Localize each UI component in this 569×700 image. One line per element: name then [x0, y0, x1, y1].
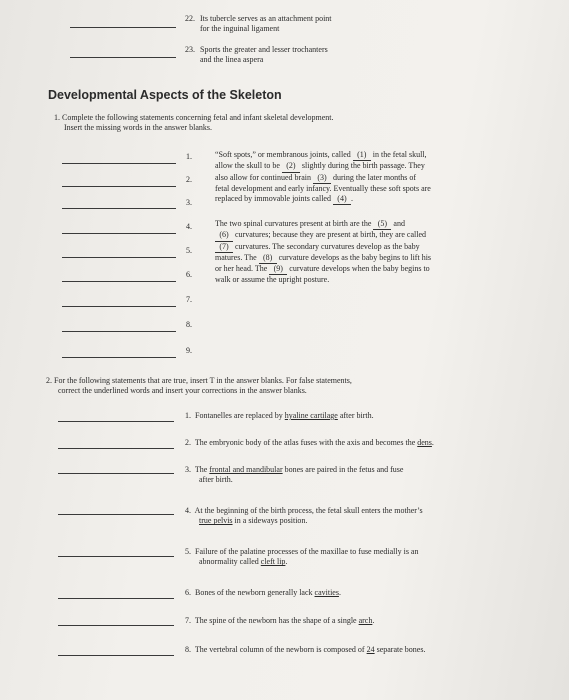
answer-line-q2-2[interactable]: [58, 448, 174, 449]
q1-number: 1.: [54, 113, 60, 122]
statement-text: The vertebral column of the newborn is composed of: [194, 645, 367, 654]
item-number: 3.: [185, 465, 191, 474]
blank-7: (7): [215, 242, 233, 253]
answer-number: 7.: [186, 295, 192, 304]
answer-line-8[interactable]: [62, 331, 176, 332]
item-number: 5.: [185, 547, 191, 556]
answer-number: 6.: [186, 270, 192, 279]
answer-line-q2-4[interactable]: [58, 514, 174, 515]
answer-line-9[interactable]: [62, 357, 176, 358]
answer-line-q2-8[interactable]: [58, 655, 174, 656]
q2-instruction-line: correct the underlined words and insert your corrections in the answer blanks.: [58, 386, 307, 396]
statement-text: after birth.: [199, 475, 233, 485]
q2-item-1: [185, 411, 545, 421]
underlined-term: hyaline cartilage: [284, 411, 338, 420]
q2-number: 2.: [46, 376, 52, 385]
answer-number: 5.: [186, 246, 192, 255]
q2-item-7: [185, 616, 545, 626]
underlined-term: frontal and mandibular: [209, 465, 283, 474]
q2-item-5: [185, 547, 545, 568]
q1-instruction-line: Insert the missing words in the answer blanks.: [64, 123, 212, 133]
answer-number: 1.: [186, 152, 192, 161]
item-number: 7.: [185, 616, 191, 625]
answer-line-q2-6[interactable]: [58, 598, 174, 599]
paragraph-text: curvatures; because they are present at birth, they are called: [233, 230, 427, 240]
blank-6: (6): [215, 230, 233, 241]
statement-text: The spine of the newborn has the shape of a single: [194, 616, 359, 625]
answer-number: 8.: [186, 320, 192, 329]
underlined-term: true pelvis: [199, 516, 233, 526]
underlined-term: 24: [366, 645, 375, 654]
section-title: Developmental Aspects of the Skeleton: [48, 88, 282, 102]
item-23-text: [200, 45, 460, 66]
q1-instruction-line: Complete the following statements concerning fetal and infant skeletal development.: [62, 113, 334, 122]
item-number: 8.: [185, 645, 191, 654]
statement-text: At the beginning of the birth process, the fetal skull enters the mother’s: [194, 506, 423, 515]
statement-text: Bones of the newborn generally lack: [195, 588, 315, 597]
paragraph-text: matures. The: [215, 252, 259, 262]
q2-instruction-line: For the following statements that are true, insert T in the answer blanks. For false statements,: [54, 376, 352, 385]
q2-instructions: [46, 376, 516, 397]
item-text-line: and the linea aspera: [200, 55, 264, 65]
answer-number: 4.: [186, 222, 192, 231]
statement-text: .: [285, 557, 288, 567]
item-number: 6.: [185, 588, 191, 597]
answer-line-23[interactable]: [70, 57, 176, 58]
answer-line-4[interactable]: [62, 233, 176, 234]
statement-text: Fontanelles are replaced by: [195, 411, 285, 420]
item-text-line: Sports the greater and lesser trochanters: [200, 45, 328, 54]
answer-line-3[interactable]: [62, 208, 176, 209]
answer-line-2[interactable]: [62, 186, 176, 187]
answer-line-q2-5[interactable]: [58, 556, 174, 557]
statement-text: The: [194, 465, 210, 474]
paragraph-text: also allow for continued brain: [215, 172, 313, 182]
q2-item-4: [185, 506, 545, 527]
underlined-term: cavities: [314, 588, 339, 597]
paragraph-text: curvature develops when the baby begins to: [287, 264, 430, 274]
paragraph-text: The two spinal curvatures present at birth are the: [215, 219, 374, 228]
statement-text: The embryonic body of the atlas fuses with the axis and becomes the: [194, 438, 418, 447]
q2-item-6: [185, 588, 545, 598]
answer-line-6[interactable]: [62, 281, 176, 282]
item-number: 1.: [185, 411, 191, 420]
statement-text: separate bones.: [374, 645, 426, 654]
blank-5: (5): [373, 219, 391, 230]
statement-text: Failure of the palatine processes of the maxillae to fuse medially is an: [195, 547, 419, 556]
paragraph-text: slightly during the birth passage. They: [299, 161, 425, 171]
statement-text: after birth.: [337, 411, 374, 420]
blank-1: (1): [353, 150, 371, 161]
q2-item-8: [185, 645, 555, 655]
statement-text: in a sideways position.: [232, 516, 308, 526]
answer-number: 9.: [186, 346, 192, 355]
statement-text: .: [431, 438, 434, 447]
statement-text: bones are paired in the fetus and fuse: [282, 465, 404, 474]
answer-line-5[interactable]: [62, 257, 176, 258]
paragraph-text: replaced by immovable joints called: [215, 194, 333, 204]
q2-item-3: [185, 465, 545, 486]
item-number: 2.: [185, 438, 191, 447]
paragraph-text: curvatures. The secondary curvatures develop as the baby: [233, 241, 420, 251]
blank-3: (3): [313, 173, 331, 184]
blank-8: (8): [259, 253, 277, 264]
statement-text: abnormality called: [199, 557, 261, 567]
q1-paragraph-1: [215, 150, 515, 205]
answer-line-1[interactable]: [62, 163, 176, 164]
underlined-term: cleft lip: [260, 557, 286, 567]
paragraph-text: and: [391, 219, 405, 228]
paragraph-text: “Soft spots,” or membranous joints, called: [215, 150, 353, 159]
item-text-line: Its tubercle serves as an attachment point: [200, 14, 332, 23]
paragraph-text: allow the skull to be: [215, 161, 282, 171]
q1-instructions: [54, 113, 494, 134]
answer-number: 2.: [186, 175, 192, 184]
item-number: 23.: [185, 45, 195, 54]
paragraph-text: .: [350, 194, 353, 204]
q1-paragraph-2: [215, 219, 515, 286]
blank-2: (2): [282, 161, 300, 172]
underlined-term: arch: [358, 616, 373, 625]
item-22-text: [200, 14, 460, 35]
paragraph-text: during the later months of: [330, 172, 417, 182]
answer-number: 3.: [186, 198, 192, 207]
blank-9: (9): [269, 264, 287, 275]
answer-line-7[interactable]: [62, 306, 176, 307]
answer-line-q2-1[interactable]: [58, 421, 174, 422]
answer-line-22[interactable]: [70, 27, 176, 28]
underlined-term: dens: [417, 438, 432, 447]
answer-line-q2-3[interactable]: [58, 473, 174, 474]
item-number: 4.: [185, 506, 191, 515]
paragraph-text: or her head. The: [215, 264, 270, 274]
statement-text: .: [372, 616, 375, 625]
statement-text: .: [338, 588, 341, 597]
paragraph-text: in the fetal skull,: [370, 150, 427, 159]
answer-line-q2-7[interactable]: [58, 625, 174, 626]
paragraph-text: curvature develops as the baby begins to lift his: [276, 252, 432, 262]
paragraph-text: fetal development and early infancy. Eventually these soft spots are: [215, 183, 431, 193]
item-text-line: for the inguinal ligament: [200, 24, 280, 34]
blank-4: (4): [333, 194, 351, 205]
item-number: 22.: [185, 14, 195, 23]
paragraph-text: walk or assume the upright posture.: [215, 275, 330, 285]
q2-item-2: [185, 438, 555, 448]
